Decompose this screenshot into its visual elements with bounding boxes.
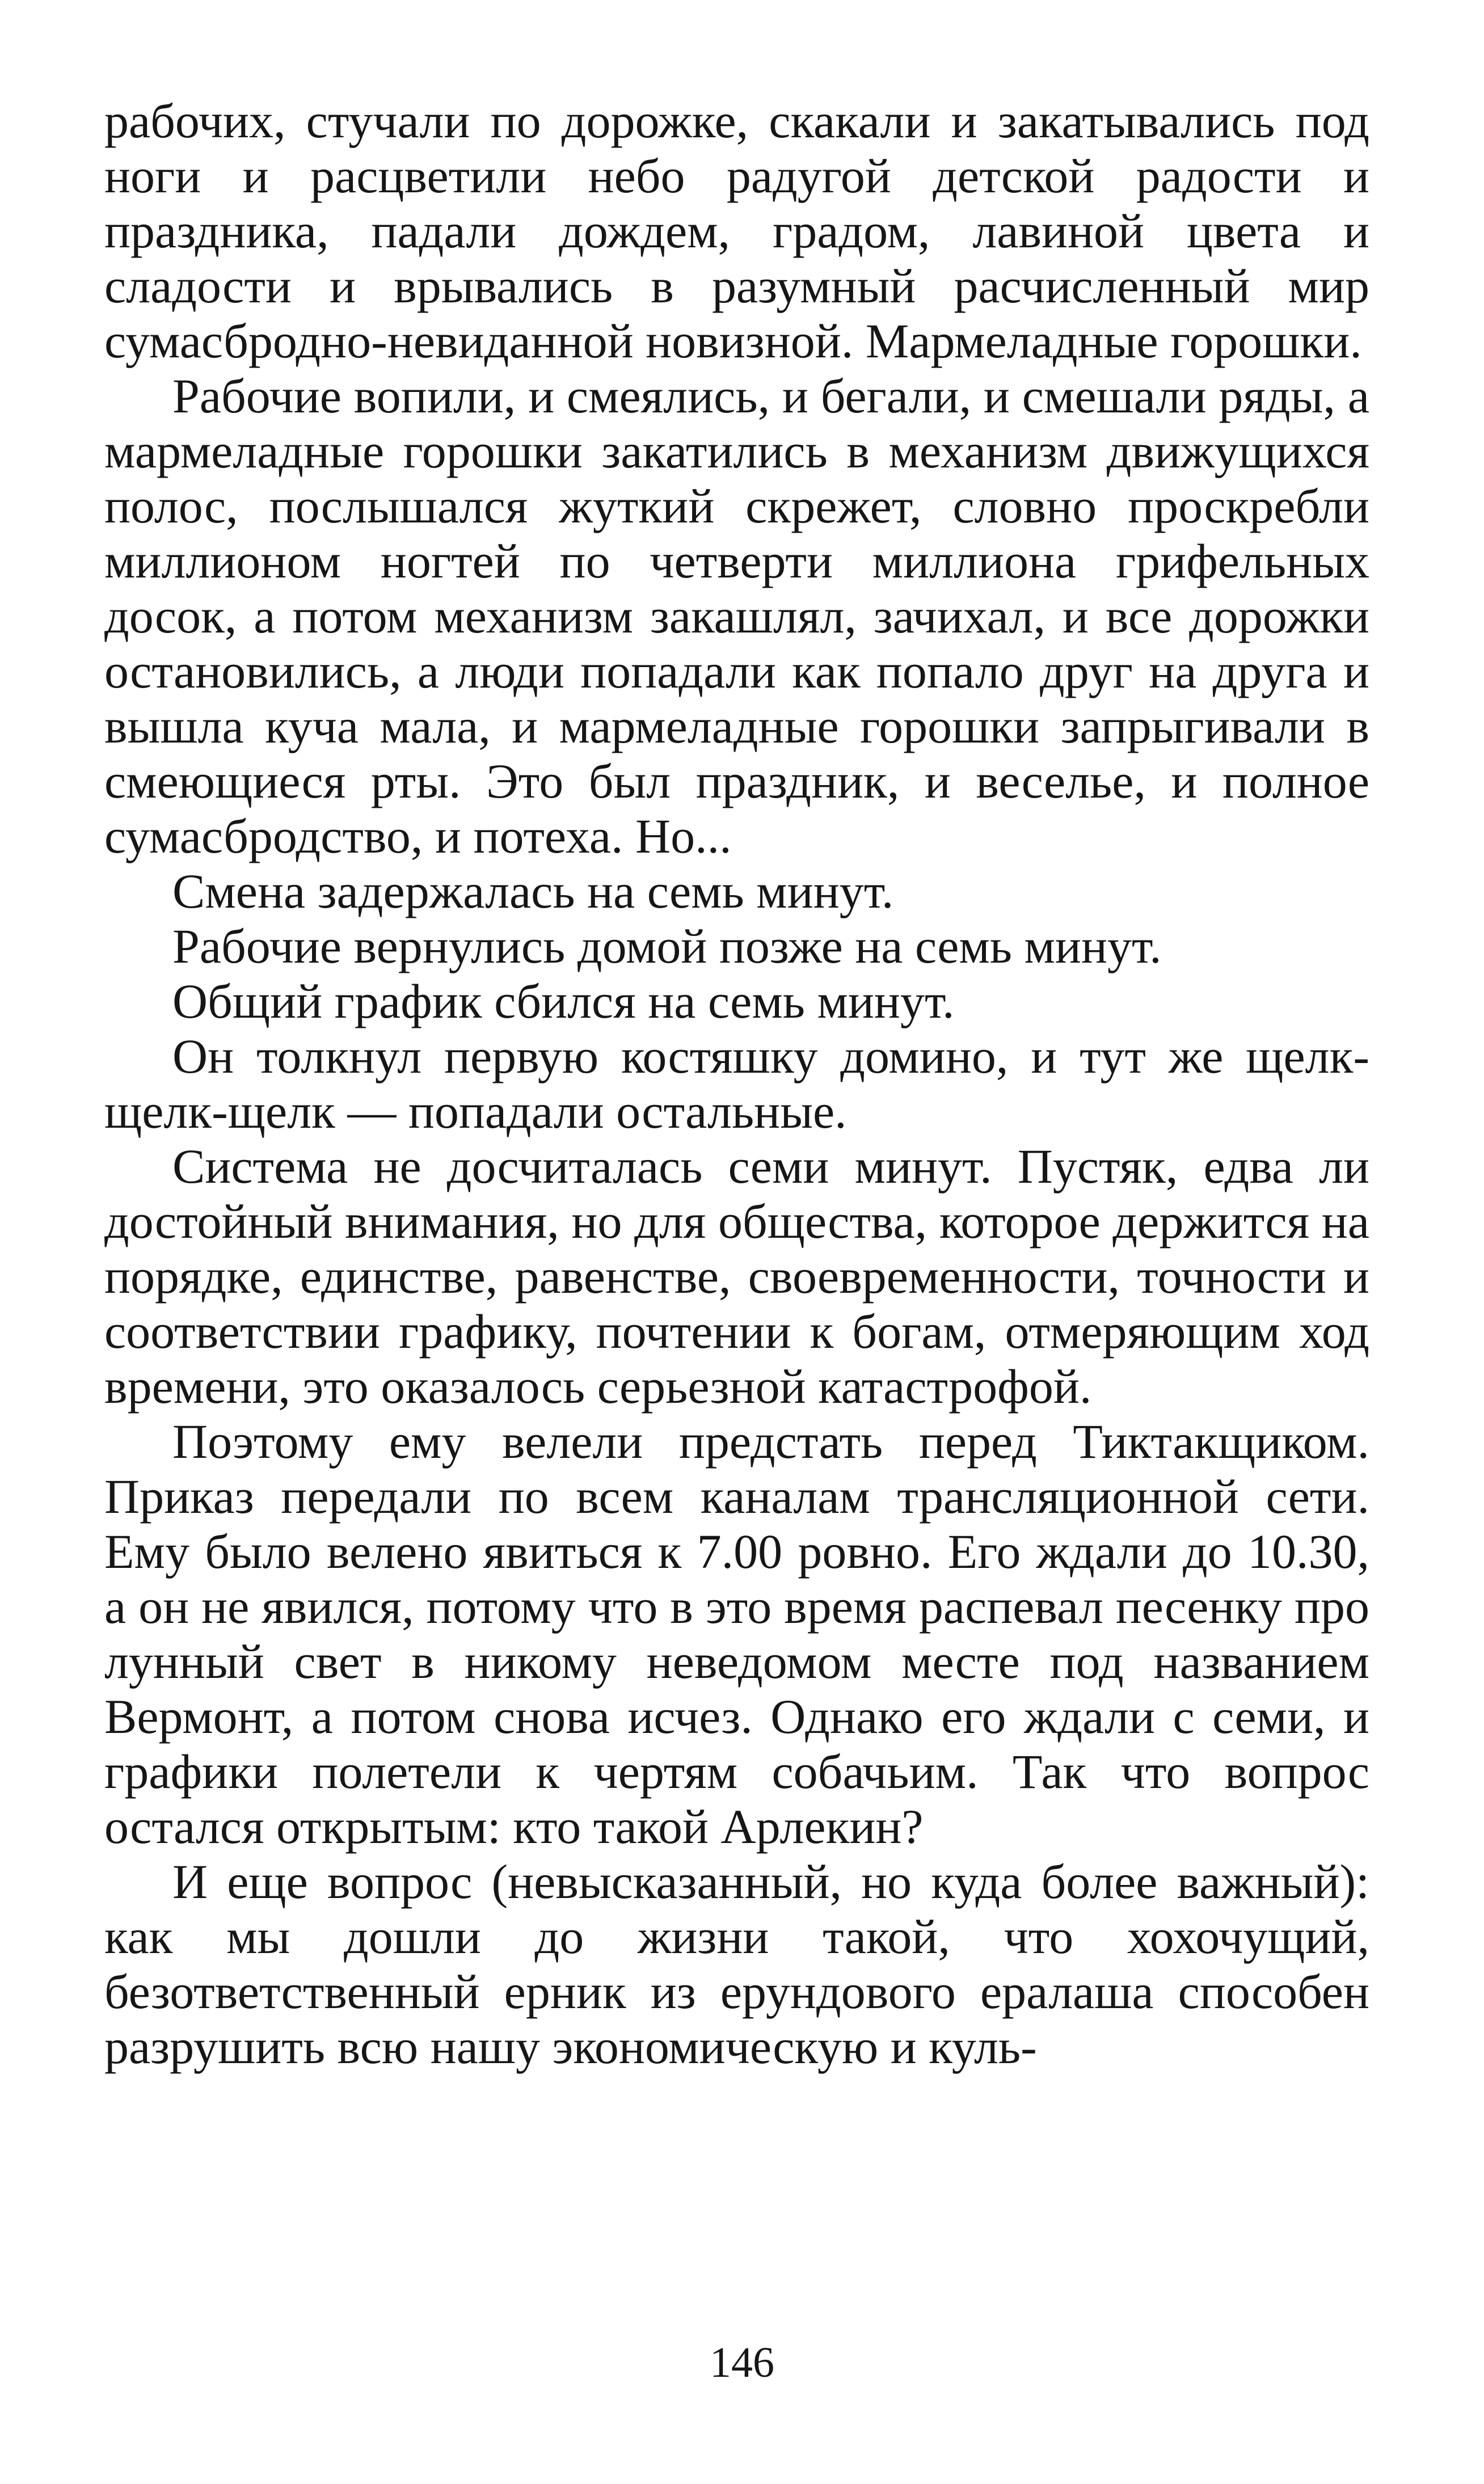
- paragraph-domino: Он толкнул первую костяшку домино, и тут же щелк-щелк-щелк — попадали остальные.: [104, 1029, 1369, 1138]
- paragraph-shift-delayed: Смена задержалась на семь минут.: [172, 864, 894, 918]
- paragraph-system: Система не досчиталась семи минут. Пустяк, едва ли достойный внимания, но для общества, которое держится на порядке, единстве, равенстве, своевременности, точности и соответствии графику, почтении к богам, отмеряющим ход времени, это оказалось серьезной катастрофой.: [104, 1139, 1369, 1414]
- body-text: [104, 94, 1369, 2074]
- page-number: 146: [710, 2339, 774, 2386]
- paragraph-another-question: И еще вопрос (невысказанный, но куда более важный): как мы дошли до жизни такой, что хохочущий, безответственный ерник из ерундового ералаша способен разрушить всю нашу экономическую и куль-: [104, 1854, 1369, 2074]
- paragraph-workers-returned: Рабочие вернулись домой позже на семь минут.: [172, 919, 1162, 973]
- paragraph-workers-shouted: Рабочие вопили, и смеялись, и бегали, и смешали ряды, а мармеладные горошки закатились в механизм движущихся полос, послышался жуткий скрежет, словно проскребли миллионом ногтей по четверти миллиона грифельных досок, а потом механизм закашлял, зачихал, и все дорожки остановились, а люди попадали как попало друг на друга и вышла куча мала, и мармеладные горошки запрыгивали в смеющиеся рты. Это был праздник, и веселье, и полное сумасбродство, и потеха. Но...: [104, 369, 1369, 863]
- paragraph-schedule-off: Общий график сбился на семь минут.: [172, 974, 955, 1028]
- paragraph-continuation: рабочих, стучали по дорожке, скакали и закатывались под ноги и расцветили небо радугой детской радости и праздника, падали дождем, градом, лавиной цвета и сладости и врывались в разумный расчисленный мир сумасбродно-невиданной новизной. Мармеладные горошки.: [104, 94, 1369, 368]
- paragraph-ticktockman: Поэтому ему велели предстать перед Тиктакщиком. Приказ передали по всем каналам трансляционной сети. Ему было велено явиться к 7.00 ровно. Его ждали до 10.30, а он не явился, потому что в это время распевал песенку про лунный свет в никому неведомом месте под названием Вермонт, а потом снова исчез. Однако его ждали с семи, и графики полетели к чертям собачьим. Так что вопрос остался открытым: кто такой Арлекин?: [104, 1414, 1369, 1854]
